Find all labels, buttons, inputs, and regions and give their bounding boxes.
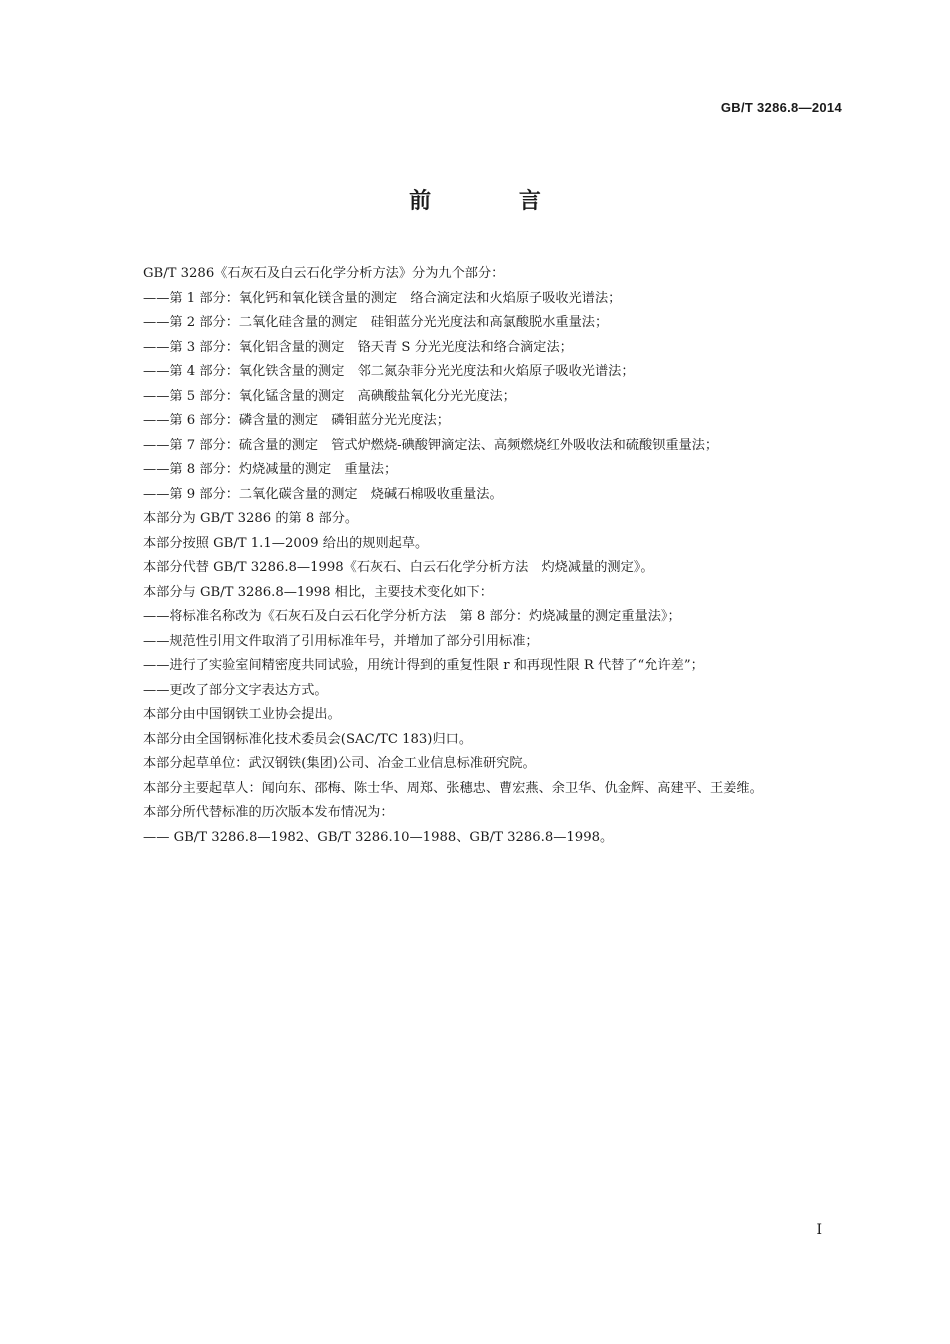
text-line: ——第 2 部分：二氧化硅含量的测定 硅钼蓝分光光度法和高氯酸脱水重量法； — [143, 315, 609, 330]
text-line: 本部分为 GB/T 3286 的第 8 部分。 — [143, 511, 359, 526]
text-line: 本部分起草单位：武汉钢铁(集团)公司、冶金工业信息标准研究院。 — [143, 756, 536, 771]
text-line: 本部分与 GB/T 3286.8—1998 相比，主要技术变化如下： — [143, 584, 493, 600]
foreword-body — [143, 262, 863, 850]
text-line: 本部分由中国钢铁工业协会提出。 — [143, 707, 341, 722]
text-line: —— GB/T 3286.8—1982、GB/T 3286.10—1988、GB/T 3286.8—1998。 — [143, 829, 614, 845]
text-line: ——规范性引用文件取消了引用标准年号，并增加了部分引用标准； — [143, 633, 539, 649]
text-line: ——将标准名称改为《石灰石及白云石化学分析方法 第 8 部分：灼烧减量的测定重量法》； — [143, 609, 681, 624]
text-line: ——第 3 部分：氧化铝含量的测定 铬天青 S 分光光度法和络合滴定法； — [143, 339, 573, 355]
text-line: 本部分所代替标准的历次版本发布情况为： — [143, 805, 394, 820]
text-line: 本部分代替 GB/T 3286.8—1998《石灰石、白云石化学分析方法 灼烧减量的测定》。 — [143, 560, 654, 575]
text-line: 本部分主要起草人：闻向东、邵梅、陈士华、周郑、张穗忠、曹宏燕、余卫华、仇金辉、高建平、王姜维。 — [143, 780, 763, 796]
text-line: ——更改了部分文字表达方式。 — [143, 682, 328, 698]
text-line: ——第 7 部分：硫含量的测定 管式炉燃烧-碘酸钾滴定法、高频燃烧红外吸收法和硫酸钡重量法； — [143, 437, 719, 453]
text-line: ——第 8 部分：灼烧减量的测定 重量法； — [143, 462, 398, 477]
text-line: ——第 6 部分：磷含量的测定 磷钼蓝分光光度法； — [143, 413, 450, 428]
text-line: ——第 1 部分：氧化钙和氧化镁含量的测定 络合滴定法和火焰原子吸收光谱法； — [143, 290, 622, 306]
text-line: 本部分由全国钢标准化技术委员会(SAC/TC 183)归口。 — [143, 731, 473, 747]
text-line: GB/T 3286《石灰石及白云石化学分析方法》分为九个部分： — [143, 266, 505, 281]
text-line: ——第 5 部分：氧化锰含量的测定 高碘酸盐氧化分光光度法； — [143, 388, 516, 404]
text-line: ——第 4 部分：氧化铁含量的测定 邻二氮杂菲分光光度法和火焰原子吸收光谱法； — [143, 364, 635, 379]
page-number: I — [816, 1222, 822, 1238]
text-line: ——进行了实验室间精密度共同试验，用统计得到的重复性限 r 和再现性限 R 代替了“允许差”； — [143, 658, 704, 673]
text-line: 本部分按照 GB/T 1.1—2009 给出的规则起草。 — [143, 535, 429, 551]
page-title: 前 言 — [409, 189, 581, 214]
standard-code: GB/T 3286.8—2014 — [720, 100, 842, 115]
text-line: ——第 9 部分：二氧化碳含量的测定 烧碱石棉吸收重量法。 — [143, 486, 503, 502]
